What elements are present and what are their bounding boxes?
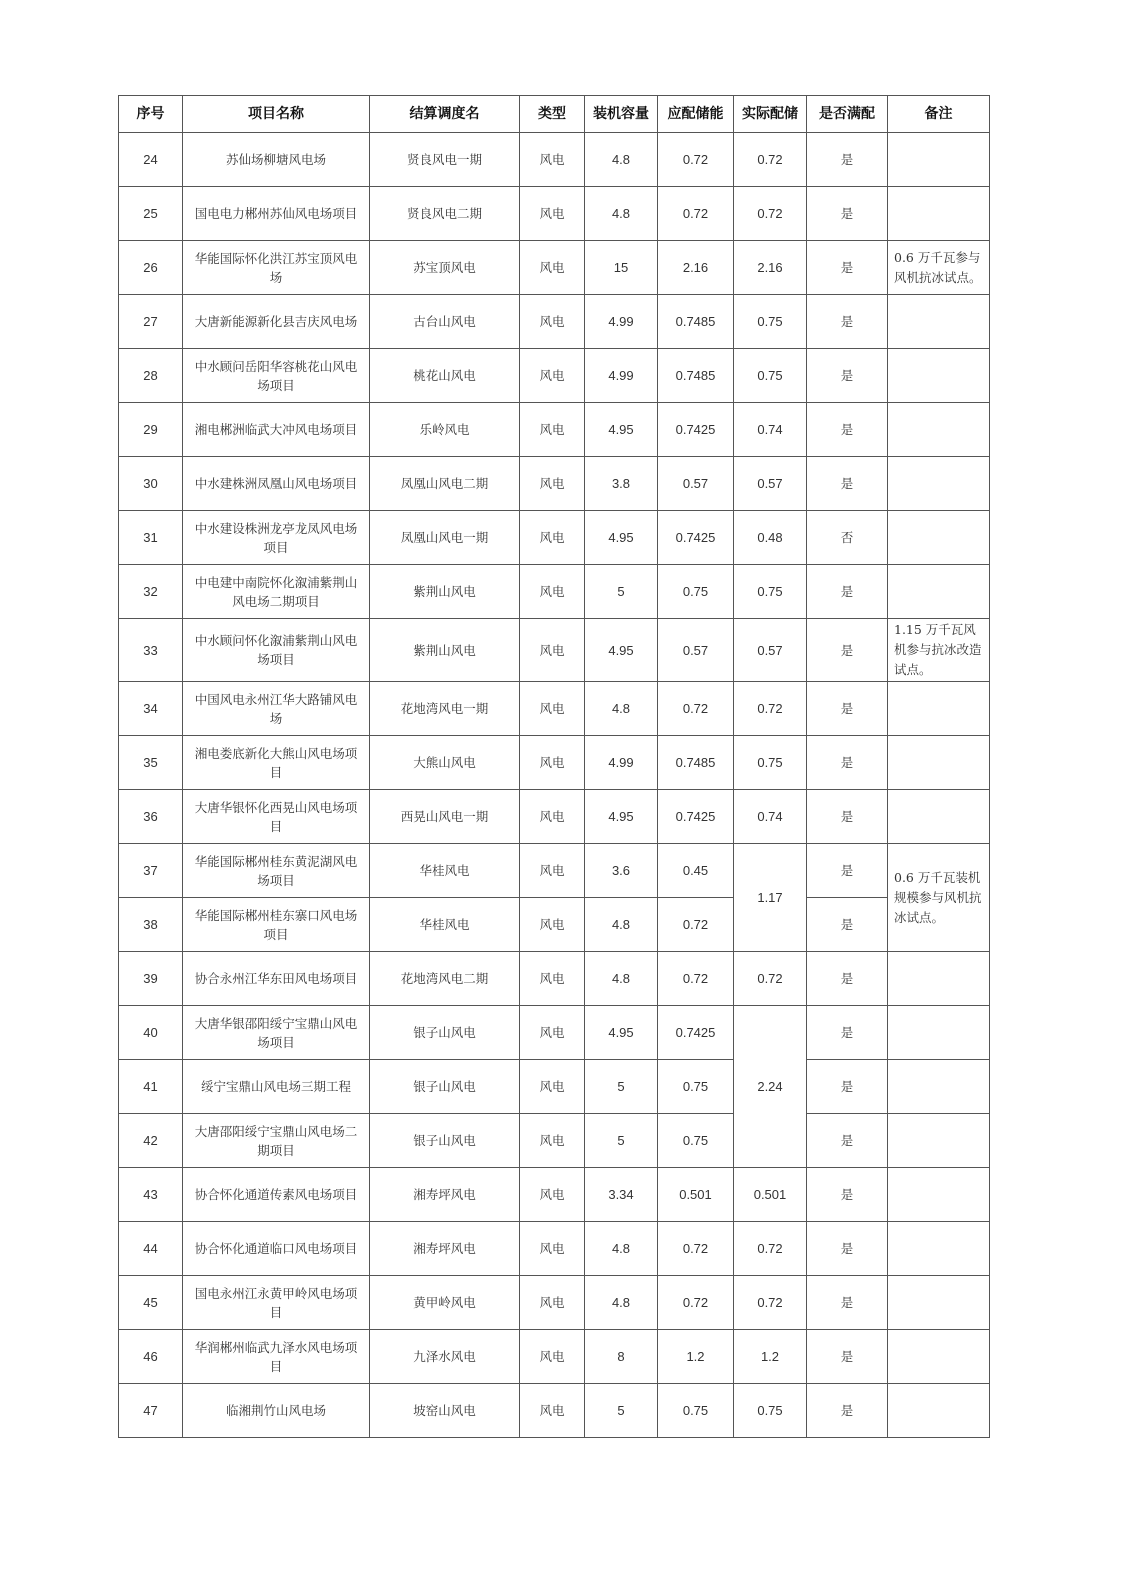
cell-required: 0.72 xyxy=(658,1222,734,1276)
cell-project-name: 中水建株洲凤凰山风电场项目 xyxy=(183,457,370,511)
header-project-name: 项目名称 xyxy=(183,96,370,133)
cell-actual: 2.16 xyxy=(734,241,807,295)
table-row xyxy=(119,349,990,403)
cell-type: 风电 xyxy=(520,736,585,790)
cell-note xyxy=(888,511,990,565)
cell-dispatch-name: 银子山风电 xyxy=(370,1006,520,1060)
cell-required: 0.7485 xyxy=(658,295,734,349)
cell-no: 39 xyxy=(119,952,183,1006)
cell-project-name: 湘电娄底新化大熊山风电场项目 xyxy=(183,736,370,790)
cell-no: 25 xyxy=(119,187,183,241)
cell-note xyxy=(888,1222,990,1276)
cell-required: 0.75 xyxy=(658,1384,734,1438)
cell-actual: 0.74 xyxy=(734,790,807,844)
cell-dispatch-name: 西晃山风电一期 xyxy=(370,790,520,844)
cell-dispatch-name: 九泽水风电 xyxy=(370,1330,520,1384)
cell-dispatch-name: 湘寿坪风电 xyxy=(370,1168,520,1222)
cell-required: 0.7425 xyxy=(658,1006,734,1060)
cell-type: 风电 xyxy=(520,952,585,1006)
cell-dispatch-name: 花地湾风电二期 xyxy=(370,952,520,1006)
header-fully-allocated: 是否满配 xyxy=(807,96,888,133)
cell-type: 风电 xyxy=(520,619,585,682)
table-row xyxy=(119,187,990,241)
cell-capacity: 5 xyxy=(585,1114,658,1168)
cell-full: 是 xyxy=(807,1222,888,1276)
cell-project-name: 国电电力郴州苏仙风电场项目 xyxy=(183,187,370,241)
cell-no: 27 xyxy=(119,295,183,349)
cell-full: 是 xyxy=(807,844,888,898)
cell-capacity: 4.8 xyxy=(585,133,658,187)
cell-type: 风电 xyxy=(520,187,585,241)
cell-capacity: 8 xyxy=(585,1330,658,1384)
cell-note xyxy=(888,457,990,511)
table-row xyxy=(119,790,990,844)
cell-required: 0.501 xyxy=(658,1168,734,1222)
header-required-storage: 应配储能 xyxy=(658,96,734,133)
table-row xyxy=(119,565,990,619)
cell-project-name: 大唐新能源新化县吉庆风电场 xyxy=(183,295,370,349)
cell-note xyxy=(888,952,990,1006)
cell-type: 风电 xyxy=(520,682,585,736)
table-row xyxy=(119,1168,990,1222)
cell-no: 30 xyxy=(119,457,183,511)
cell-type: 风电 xyxy=(520,511,585,565)
cell-project-name: 中国风电永州江华大路铺风电场 xyxy=(183,682,370,736)
cell-full: 是 xyxy=(807,736,888,790)
cell-no: 26 xyxy=(119,241,183,295)
cell-dispatch-name: 大熊山风电 xyxy=(370,736,520,790)
cell-required: 0.7425 xyxy=(658,790,734,844)
cell-required: 2.16 xyxy=(658,241,734,295)
cell-dispatch-name: 湘寿坪风电 xyxy=(370,1222,520,1276)
table-row xyxy=(119,1222,990,1276)
cell-dispatch-name: 紫荆山风电 xyxy=(370,565,520,619)
cell-capacity: 15 xyxy=(585,241,658,295)
cell-capacity: 4.8 xyxy=(585,1276,658,1330)
cell-type: 风电 xyxy=(520,898,585,952)
cell-required: 0.75 xyxy=(658,1060,734,1114)
cell-no: 43 xyxy=(119,1168,183,1222)
cell-no: 34 xyxy=(119,682,183,736)
cell-required: 0.75 xyxy=(658,1114,734,1168)
cell-capacity: 5 xyxy=(585,565,658,619)
cell-type: 风电 xyxy=(520,1168,585,1222)
cell-note xyxy=(888,565,990,619)
cell-required: 0.57 xyxy=(658,619,734,682)
cell-required: 0.72 xyxy=(658,187,734,241)
cell-full: 是 xyxy=(807,187,888,241)
cell-note xyxy=(888,1276,990,1330)
header-capacity: 装机容量 xyxy=(585,96,658,133)
table-row xyxy=(119,241,990,295)
header-actual-storage: 实际配储 xyxy=(734,96,807,133)
cell-required: 0.72 xyxy=(658,898,734,952)
cell-no: 28 xyxy=(119,349,183,403)
cell-project-name: 苏仙场柳塘风电场 xyxy=(183,133,370,187)
cell-full: 是 xyxy=(807,619,888,682)
cell-note xyxy=(888,1060,990,1114)
cell-type: 风电 xyxy=(520,1060,585,1114)
cell-type: 风电 xyxy=(520,1114,585,1168)
cell-type: 风电 xyxy=(520,1006,585,1060)
cell-capacity: 4.99 xyxy=(585,349,658,403)
cell-project-name: 华能国际郴州桂东寨口风电场项目 xyxy=(183,898,370,952)
cell-dispatch-name: 黄甲岭风电 xyxy=(370,1276,520,1330)
cell-no: 37 xyxy=(119,844,183,898)
cell-dispatch-name: 贤良风电二期 xyxy=(370,187,520,241)
table-body xyxy=(119,133,990,1438)
table-row xyxy=(119,133,990,187)
cell-capacity: 4.8 xyxy=(585,1222,658,1276)
cell-dispatch-name: 银子山风电 xyxy=(370,1060,520,1114)
cell-dispatch-name: 古台山风电 xyxy=(370,295,520,349)
header-row xyxy=(119,96,990,133)
table-row xyxy=(119,1384,990,1438)
cell-full: 是 xyxy=(807,1114,888,1168)
cell-type: 风电 xyxy=(520,1384,585,1438)
cell-project-name: 国电永州江永黄甲岭风电场项目 xyxy=(183,1276,370,1330)
table-header xyxy=(119,96,990,133)
cell-no: 41 xyxy=(119,1060,183,1114)
cell-full: 是 xyxy=(807,1006,888,1060)
cell-project-name: 协合怀化通道临口风电场项目 xyxy=(183,1222,370,1276)
cell-note-merged: 0.6 万千瓦装机规模参与风机抗冰试点。 xyxy=(888,844,990,952)
cell-note xyxy=(888,1006,990,1060)
cell-no: 46 xyxy=(119,1330,183,1384)
cell-actual: 0.75 xyxy=(734,565,807,619)
project-table-sheet xyxy=(118,95,989,1438)
cell-full: 是 xyxy=(807,133,888,187)
cell-full: 是 xyxy=(807,1330,888,1384)
cell-note xyxy=(888,790,990,844)
cell-no: 47 xyxy=(119,1384,183,1438)
cell-no: 29 xyxy=(119,403,183,457)
cell-required: 0.7485 xyxy=(658,349,734,403)
cell-full: 是 xyxy=(807,349,888,403)
table-row xyxy=(119,736,990,790)
table-row xyxy=(119,898,990,952)
cell-full: 是 xyxy=(807,457,888,511)
cell-note xyxy=(888,1168,990,1222)
cell-no: 45 xyxy=(119,1276,183,1330)
cell-capacity: 5 xyxy=(585,1060,658,1114)
table-row xyxy=(119,1330,990,1384)
storage-allocation-table xyxy=(118,95,990,1438)
table-row xyxy=(119,457,990,511)
table-row xyxy=(119,619,990,682)
cell-capacity: 4.95 xyxy=(585,511,658,565)
cell-capacity: 4.95 xyxy=(585,1006,658,1060)
cell-type: 风电 xyxy=(520,1276,585,1330)
cell-actual: 0.57 xyxy=(734,619,807,682)
cell-dispatch-name: 花地湾风电一期 xyxy=(370,682,520,736)
cell-dispatch-name: 桃花山风电 xyxy=(370,349,520,403)
header-type: 类型 xyxy=(520,96,585,133)
cell-full: 是 xyxy=(807,898,888,952)
cell-required: 0.72 xyxy=(658,1276,734,1330)
table-row xyxy=(119,1006,990,1060)
cell-project-name: 中电建中南院怀化溆浦紫荆山风电场二期项目 xyxy=(183,565,370,619)
cell-required: 0.72 xyxy=(658,952,734,1006)
cell-dispatch-name: 凤凰山风电一期 xyxy=(370,511,520,565)
cell-required: 0.72 xyxy=(658,682,734,736)
cell-actual: 0.72 xyxy=(734,1222,807,1276)
header-remarks: 备注 xyxy=(888,96,990,133)
cell-full: 否 xyxy=(807,511,888,565)
cell-no: 36 xyxy=(119,790,183,844)
table-row xyxy=(119,1114,990,1168)
cell-note xyxy=(888,295,990,349)
cell-no: 42 xyxy=(119,1114,183,1168)
cell-actual-merged: 2.24 xyxy=(734,1006,807,1168)
cell-actual: 0.75 xyxy=(734,295,807,349)
cell-type: 风电 xyxy=(520,241,585,295)
cell-note xyxy=(888,1114,990,1168)
table-row xyxy=(119,511,990,565)
cell-note xyxy=(888,349,990,403)
cell-actual: 0.74 xyxy=(734,403,807,457)
cell-no: 35 xyxy=(119,736,183,790)
cell-dispatch-name: 乐岭风电 xyxy=(370,403,520,457)
cell-capacity: 5 xyxy=(585,1384,658,1438)
cell-full: 是 xyxy=(807,1276,888,1330)
cell-capacity: 3.8 xyxy=(585,457,658,511)
table-row xyxy=(119,403,990,457)
cell-project-name: 大唐华银怀化西晃山风电场项目 xyxy=(183,790,370,844)
cell-required: 0.7485 xyxy=(658,736,734,790)
cell-full: 是 xyxy=(807,403,888,457)
table-row xyxy=(119,844,990,898)
cell-full: 是 xyxy=(807,1060,888,1114)
header-dispatch-name: 结算调度名 xyxy=(370,96,520,133)
cell-note xyxy=(888,133,990,187)
cell-required: 0.72 xyxy=(658,133,734,187)
cell-project-name: 华能国际怀化洪江苏宝顶风电场 xyxy=(183,241,370,295)
cell-type: 风电 xyxy=(520,565,585,619)
table-row xyxy=(119,1276,990,1330)
cell-capacity: 4.8 xyxy=(585,682,658,736)
cell-full: 是 xyxy=(807,682,888,736)
cell-required: 0.7425 xyxy=(658,511,734,565)
cell-note xyxy=(888,1330,990,1384)
cell-type: 风电 xyxy=(520,457,585,511)
cell-project-name: 中水顾问怀化溆浦紫荆山风电场项目 xyxy=(183,619,370,682)
cell-full: 是 xyxy=(807,952,888,1006)
cell-full: 是 xyxy=(807,565,888,619)
cell-type: 风电 xyxy=(520,295,585,349)
cell-type: 风电 xyxy=(520,133,585,187)
cell-project-name: 大唐邵阳绥宁宝鼎山风电场二期项目 xyxy=(183,1114,370,1168)
cell-project-name: 协合怀化通道传素风电场项目 xyxy=(183,1168,370,1222)
cell-capacity: 4.99 xyxy=(585,295,658,349)
cell-note xyxy=(888,403,990,457)
cell-project-name: 中水顾问岳阳华容桃花山风电场项目 xyxy=(183,349,370,403)
cell-actual: 0.72 xyxy=(734,952,807,1006)
cell-type: 风电 xyxy=(520,1330,585,1384)
cell-no: 40 xyxy=(119,1006,183,1060)
cell-project-name: 华润郴州临武九泽水风电场项目 xyxy=(183,1330,370,1384)
cell-dispatch-name: 银子山风电 xyxy=(370,1114,520,1168)
cell-dispatch-name: 华桂风电 xyxy=(370,844,520,898)
cell-actual-merged: 1.17 xyxy=(734,844,807,952)
cell-dispatch-name: 苏宝顶风电 xyxy=(370,241,520,295)
cell-capacity: 3.6 xyxy=(585,844,658,898)
cell-required: 0.7425 xyxy=(658,403,734,457)
cell-required: 0.75 xyxy=(658,565,734,619)
cell-note xyxy=(888,682,990,736)
cell-dispatch-name: 紫荆山风电 xyxy=(370,619,520,682)
cell-actual: 0.75 xyxy=(734,349,807,403)
cell-capacity: 4.95 xyxy=(585,790,658,844)
table-row xyxy=(119,1060,990,1114)
cell-dispatch-name: 贤良风电一期 xyxy=(370,133,520,187)
cell-type: 风电 xyxy=(520,1222,585,1276)
cell-no: 33 xyxy=(119,619,183,682)
cell-project-name: 绥宁宝鼎山风电场三期工程 xyxy=(183,1060,370,1114)
cell-full: 是 xyxy=(807,1384,888,1438)
cell-actual: 0.72 xyxy=(734,682,807,736)
cell-dispatch-name: 坡窑山风电 xyxy=(370,1384,520,1438)
cell-actual: 0.72 xyxy=(734,133,807,187)
cell-capacity: 3.34 xyxy=(585,1168,658,1222)
cell-note: 0.6 万千瓦参与风机抗冰试点。 xyxy=(888,241,990,295)
cell-project-name: 临湘荆竹山风电场 xyxy=(183,1384,370,1438)
cell-actual: 0.75 xyxy=(734,736,807,790)
cell-required: 1.2 xyxy=(658,1330,734,1384)
cell-actual: 0.72 xyxy=(734,187,807,241)
cell-full: 是 xyxy=(807,1168,888,1222)
table-row xyxy=(119,682,990,736)
cell-no: 44 xyxy=(119,1222,183,1276)
cell-capacity: 4.8 xyxy=(585,187,658,241)
table-row xyxy=(119,952,990,1006)
cell-no: 31 xyxy=(119,511,183,565)
cell-type: 风电 xyxy=(520,790,585,844)
cell-capacity: 4.8 xyxy=(585,952,658,1006)
table-row xyxy=(119,295,990,349)
cell-actual: 0.501 xyxy=(734,1168,807,1222)
cell-note: 1.15 万千瓦风机参与抗冰改造试点。 xyxy=(888,619,990,682)
cell-capacity: 4.8 xyxy=(585,898,658,952)
cell-capacity: 4.99 xyxy=(585,736,658,790)
cell-no: 38 xyxy=(119,898,183,952)
cell-actual: 0.57 xyxy=(734,457,807,511)
cell-actual: 0.75 xyxy=(734,1384,807,1438)
cell-project-name: 华能国际郴州桂东黄泥湖风电场项目 xyxy=(183,844,370,898)
cell-dispatch-name: 华桂风电 xyxy=(370,898,520,952)
cell-actual: 1.2 xyxy=(734,1330,807,1384)
cell-full: 是 xyxy=(807,295,888,349)
cell-project-name: 大唐华银邵阳绥宁宝鼎山风电场项目 xyxy=(183,1006,370,1060)
cell-project-name: 协合永州江华东田风电场项目 xyxy=(183,952,370,1006)
header-no: 序号 xyxy=(119,96,183,133)
cell-capacity: 4.95 xyxy=(585,403,658,457)
cell-dispatch-name: 凤凰山风电二期 xyxy=(370,457,520,511)
cell-no: 32 xyxy=(119,565,183,619)
cell-actual: 0.48 xyxy=(734,511,807,565)
cell-type: 风电 xyxy=(520,349,585,403)
cell-note xyxy=(888,736,990,790)
cell-actual: 0.72 xyxy=(734,1276,807,1330)
cell-type: 风电 xyxy=(520,844,585,898)
cell-required: 0.57 xyxy=(658,457,734,511)
cell-no: 24 xyxy=(119,133,183,187)
cell-required: 0.45 xyxy=(658,844,734,898)
cell-project-name: 中水建设株洲龙亭龙凤风电场项目 xyxy=(183,511,370,565)
cell-note xyxy=(888,187,990,241)
cell-note xyxy=(888,1384,990,1438)
cell-type: 风电 xyxy=(520,403,585,457)
cell-full: 是 xyxy=(807,241,888,295)
cell-full: 是 xyxy=(807,790,888,844)
cell-capacity: 4.95 xyxy=(585,619,658,682)
cell-project-name: 湘电郴洲临武大冲风电场项目 xyxy=(183,403,370,457)
